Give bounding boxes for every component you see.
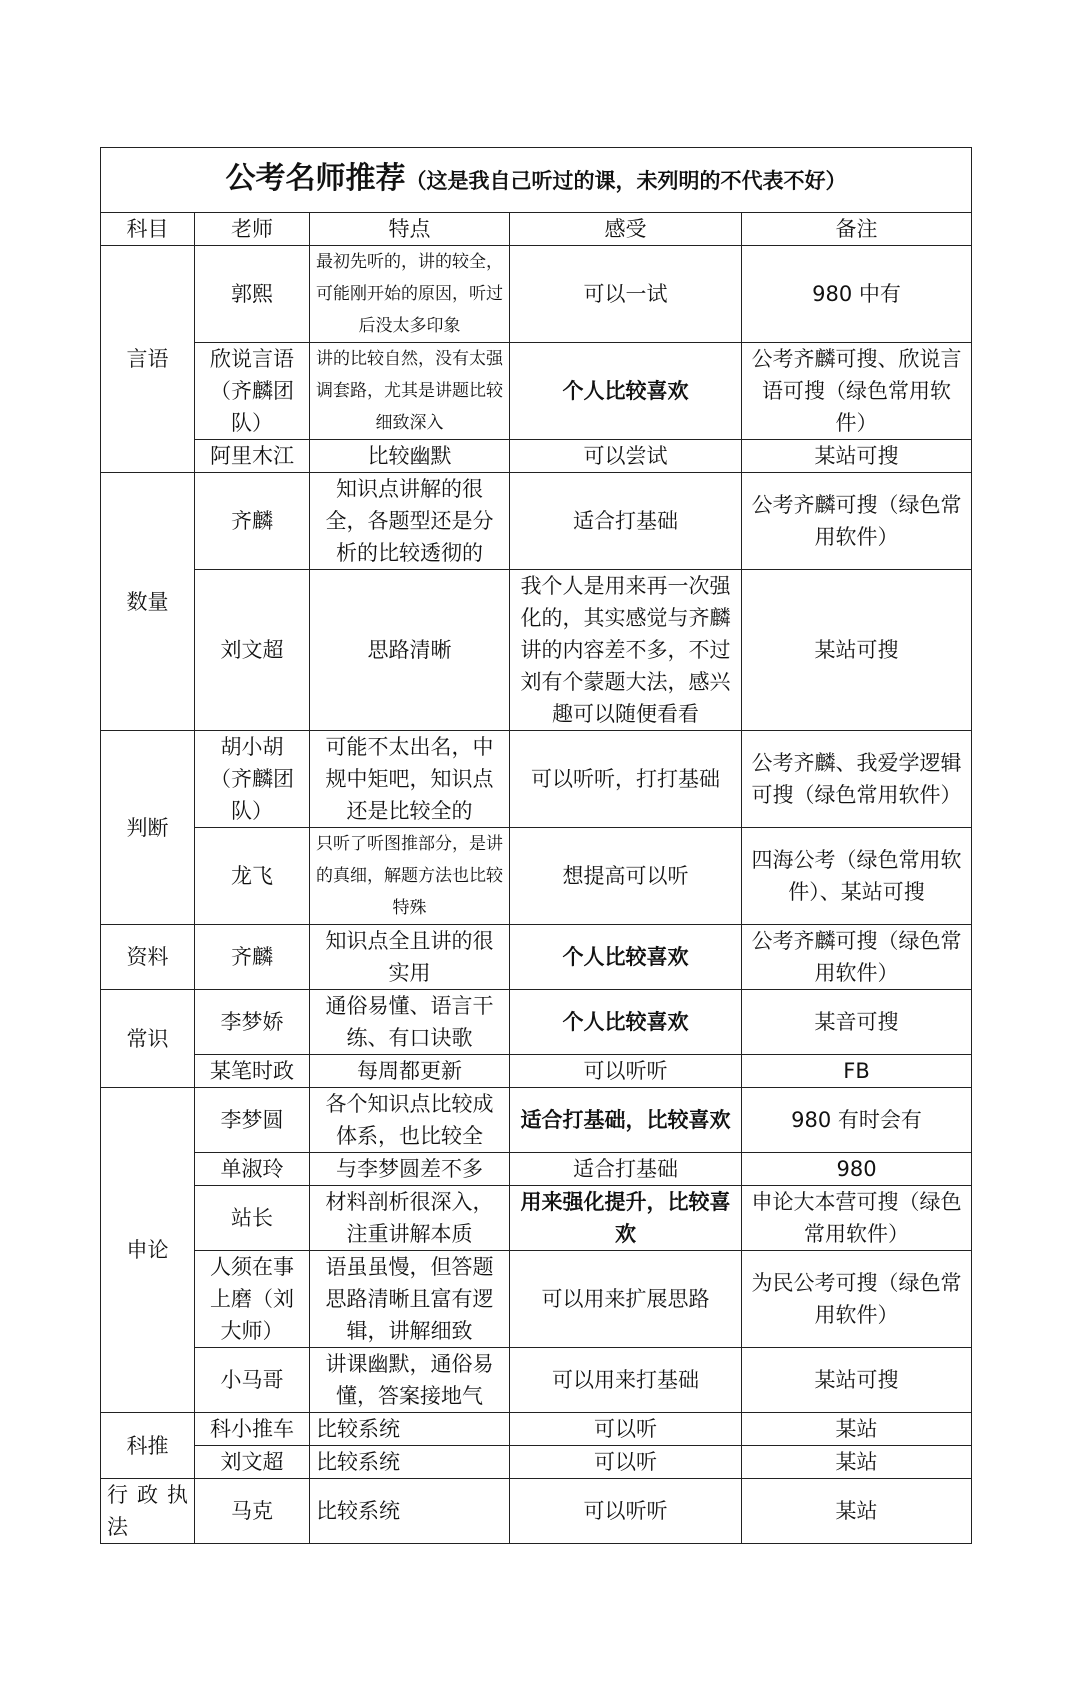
note-cell: 某站 (742, 1479, 972, 1544)
title-row (101, 148, 972, 213)
note-cell: 某站可搜 (742, 440, 972, 473)
feeling-cell: 可以用来扩展思路 (510, 1251, 742, 1348)
feeling-cell: 用来强化提升，比较喜欢 (510, 1186, 742, 1251)
feature-cell: 最初先听的，讲的较全，可能刚开始的原因，听过后没太多印象 (310, 246, 510, 343)
feature-cell: 与李梦圆差不多 (310, 1153, 510, 1186)
feature-cell: 比较系统 (310, 1479, 510, 1544)
feature-cell: 通俗易懂、语言干练、有口诀歌 (310, 990, 510, 1055)
note-cell: 某音可搜 (742, 990, 972, 1055)
feeling-cell: 可以听 (510, 1446, 742, 1479)
feeling-cell: 可以听 (510, 1413, 742, 1446)
feature-cell: 只听了听图推部分，是讲的真细，解题方法也比较特殊 (310, 828, 510, 925)
feature-cell: 讲课幽默，通俗易懂，答案接地气 (310, 1348, 510, 1413)
note-cell: 某站 (742, 1446, 972, 1479)
subject-cell: 数量 (101, 473, 195, 731)
note-cell: 为民公考可搜（绿色常用软件） (742, 1251, 972, 1348)
teacher-cell: 欣说言语（齐麟团队） (195, 343, 310, 440)
feeling-cell: 可以一试 (510, 246, 742, 343)
header-row (101, 213, 972, 246)
table-row (101, 570, 972, 731)
feeling-cell: 适合打基础 (510, 1153, 742, 1186)
feeling-cell: 可以听听 (510, 1055, 742, 1088)
teacher-cell: 龙飞 (195, 828, 310, 925)
note-cell: 公考齐麟可搜（绿色常用软件） (742, 473, 972, 570)
teacher-cell: 李梦娇 (195, 990, 310, 1055)
subject-cell: 申论 (101, 1088, 195, 1413)
subject-cell: 言语 (101, 246, 195, 473)
note-cell: 某站可搜 (742, 1348, 972, 1413)
note-cell: 公考齐麟可搜（绿色常用软件） (742, 925, 972, 990)
teacher-cell: 刘文超 (195, 1446, 310, 1479)
feature-cell: 各个知识点比较成体系，也比较全 (310, 1088, 510, 1153)
teacher-table (100, 147, 972, 1544)
feeling-cell: 适合打基础，比较喜欢 (510, 1088, 742, 1153)
table-row (101, 1055, 972, 1088)
col-header-teacher: 老师 (195, 213, 310, 246)
table-row (101, 1446, 972, 1479)
feeling-cell: 可以听听 (510, 1479, 742, 1544)
feeling-cell: 个人比较喜欢 (510, 925, 742, 990)
table-row (101, 1413, 972, 1446)
teacher-cell: 马克 (195, 1479, 310, 1544)
table-title (101, 148, 972, 213)
teacher-cell: 胡小胡（齐麟团队） (195, 731, 310, 828)
feature-cell: 知识点全且讲的很实用 (310, 925, 510, 990)
subject-cell: 资料 (101, 925, 195, 990)
teacher-cell: 齐麟 (195, 473, 310, 570)
table-row (101, 1186, 972, 1251)
feeling-cell: 我个人是用来再一次强化的，其实感觉与齐麟讲的内容差不多，不过刘有个蒙题大法，感兴趣可以随便看看 (510, 570, 742, 731)
table-row (101, 1088, 972, 1153)
feeling-cell: 适合打基础 (510, 473, 742, 570)
note-cell: 某站 (742, 1413, 972, 1446)
feeling-cell: 个人比较喜欢 (510, 343, 742, 440)
note-cell: 980 中有 (742, 246, 972, 343)
subject-cell: 科推 (101, 1413, 195, 1479)
note-cell: 公考齐麟、我爱学逻辑可搜（绿色常用软件） (742, 731, 972, 828)
note-cell: 公考齐麟可搜、欣说言语可搜（绿色常用软件） (742, 343, 972, 440)
note-cell: 980 (742, 1153, 972, 1186)
teacher-cell: 科小推车 (195, 1413, 310, 1446)
table-row (101, 1479, 972, 1544)
feature-cell: 比较幽默 (310, 440, 510, 473)
teacher-cell: 某笔时政 (195, 1055, 310, 1088)
teacher-cell: 小马哥 (195, 1348, 310, 1413)
teacher-cell: 阿里木江 (195, 440, 310, 473)
feature-cell: 每周都更新 (310, 1055, 510, 1088)
table-row (101, 473, 972, 570)
feature-cell: 知识点讲解的很全，各题型还是分析的比较透彻的 (310, 473, 510, 570)
table-row (101, 990, 972, 1055)
subject-cell: 常识 (101, 990, 195, 1088)
teacher-cell: 齐麟 (195, 925, 310, 990)
table-row (101, 731, 972, 828)
table-row (101, 925, 972, 990)
col-header-subject: 科目 (101, 213, 195, 246)
note-cell: FB (742, 1055, 972, 1088)
subject-cell: 判断 (101, 731, 195, 925)
note-cell: 某站可搜 (742, 570, 972, 731)
table-row (101, 828, 972, 925)
feeling-cell: 个人比较喜欢 (510, 990, 742, 1055)
table-row (101, 440, 972, 473)
feeling-cell: 可以听听，打打基础 (510, 731, 742, 828)
note-cell: 980 有时会有 (742, 1088, 972, 1153)
note-cell: 四海公考（绿色常用软件）、某站可搜 (742, 828, 972, 925)
teacher-cell: 郭熙 (195, 246, 310, 343)
col-header-feeling: 感受 (510, 213, 742, 246)
feeling-cell: 可以尝试 (510, 440, 742, 473)
teacher-cell: 站长 (195, 1186, 310, 1251)
feature-cell: 语虽虽慢，但答题思路清晰且富有逻辑，讲解细致 (310, 1251, 510, 1348)
title-sub: （这是我自己听过的课，未列明的不代表不好） (405, 169, 847, 193)
subject-cell: 行政执法 (101, 1479, 195, 1544)
teacher-cell: 李梦圆 (195, 1088, 310, 1153)
teacher-cell: 刘文超 (195, 570, 310, 731)
feature-cell: 讲的比较自然，没有太强调套路，尤其是讲题比较细致深入 (310, 343, 510, 440)
table-row (101, 1348, 972, 1413)
note-cell: 申论大本营可搜（绿色常用软件） (742, 1186, 972, 1251)
feature-cell: 材料剖析很深入，注重讲解本质 (310, 1186, 510, 1251)
title-main: 公考名师推荐 (225, 161, 406, 196)
feature-cell: 思路清晰 (310, 570, 510, 731)
col-header-note: 备注 (742, 213, 972, 246)
feeling-cell: 想提高可以听 (510, 828, 742, 925)
teacher-cell: 单淑玲 (195, 1153, 310, 1186)
col-header-feature: 特点 (310, 213, 510, 246)
feature-cell: 比较系统 (310, 1413, 510, 1446)
table-row (101, 1251, 972, 1348)
feature-cell: 可能不太出名，中规中矩吧，知识点还是比较全的 (310, 731, 510, 828)
table-row (101, 1153, 972, 1186)
table-row (101, 246, 972, 343)
feeling-cell: 可以用来打基础 (510, 1348, 742, 1413)
table-row (101, 343, 972, 440)
feature-cell: 比较系统 (310, 1446, 510, 1479)
recommendation-document (100, 147, 971, 1544)
teacher-cell: 人须在事上磨（刘大师） (195, 1251, 310, 1348)
